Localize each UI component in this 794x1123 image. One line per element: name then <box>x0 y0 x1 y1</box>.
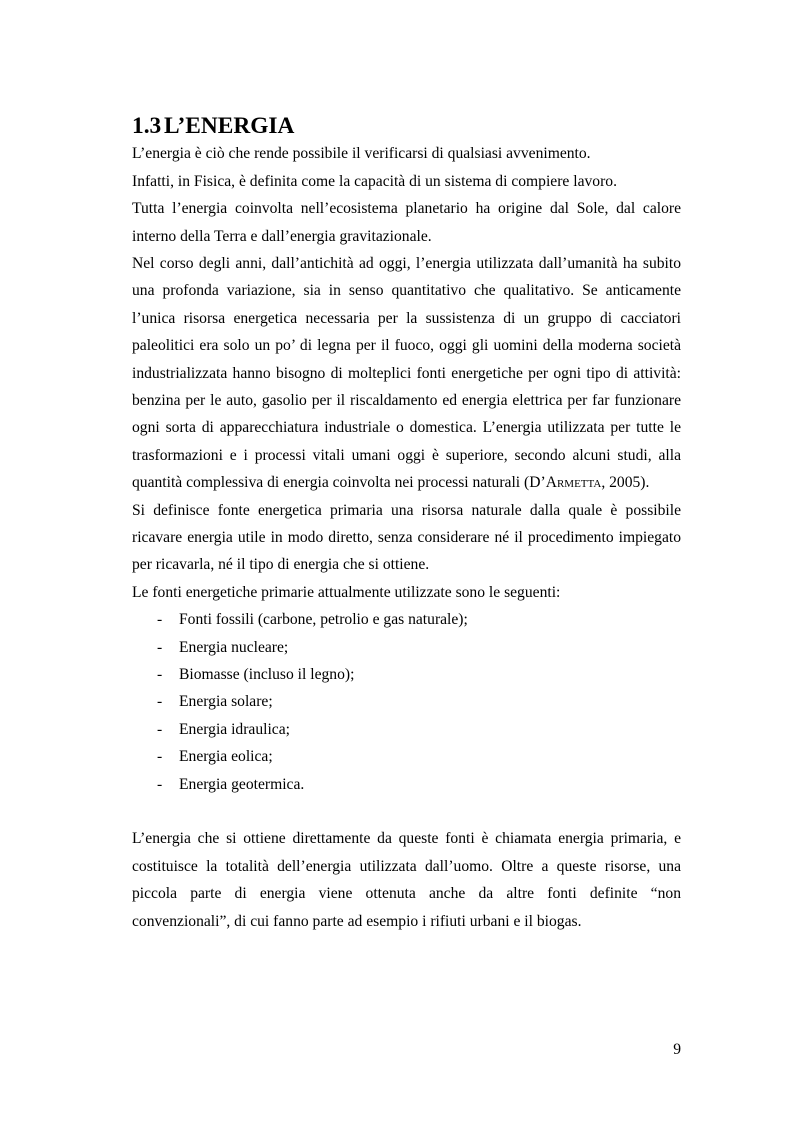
list-item-text: Energia solare; <box>179 693 273 711</box>
list-item <box>132 743 681 770</box>
paragraph-definition: L’energia è ciò che rende possibile il verificarsi di qualsiasi avvenimento. <box>132 145 591 163</box>
list-item-text: Biomasse (incluso il legno); <box>179 666 355 684</box>
list-item-text: Fonti fossili (carbone, petrolio e gas naturale); <box>179 611 468 629</box>
list-item <box>132 688 681 715</box>
list-marker: - <box>157 611 163 629</box>
list-item <box>132 716 681 743</box>
paragraph-list-intro: Le fonti energetiche primarie attualmente utilizzate sono le seguenti: <box>132 583 561 601</box>
section-heading <box>132 113 681 140</box>
list-marker: - <box>157 720 163 738</box>
page-number: 9 <box>673 1041 681 1058</box>
section-title: L’ENERGIA <box>164 113 295 139</box>
list-marker: - <box>157 775 163 793</box>
list-item <box>132 771 681 798</box>
energy-sources-list <box>132 606 681 798</box>
paragraph-history <box>132 250 681 497</box>
list-item-text: Energia eolica; <box>179 748 273 766</box>
citation-close: , 2005). <box>601 474 650 492</box>
paragraph-history-text: Nel corso degli anni, dall’antichità ad oggi, l’energia utilizzata dall’umanità ha subito una profonda variazione, sia in senso quantitativo che qualitativo. Se anticamente l’unica risorsa energetica necessaria per la sussistenza di un gruppo di cacciatori paleolitici era solo un po’ di legna per il fuoco, oggi gli uomini della moderna società industrializzata hanno bisogno di molteplici fonti energetiche per ogni tipo di attività: benzina per le auto, gasolio per il riscaldamento ed energia elettrica per far funzionare ogni sorta di apparecchiatura industriale o domestica. L’energia utilizzata per tutte le trasformazioni e i processi vitali umani oggi è superiore, secondo alcuni studi, alla quantità complessiva di energia coinvolta nei processi naturali <box>132 255 681 492</box>
list-marker: - <box>157 638 163 656</box>
list-item-text: Energia geotermica. <box>179 775 305 793</box>
section-number: 1.3 <box>132 113 162 139</box>
list-marker: - <box>157 693 163 711</box>
list-marker: - <box>157 748 163 766</box>
list-item-text: Energia nucleare; <box>179 638 289 656</box>
spacer <box>132 798 681 825</box>
list-marker: - <box>157 666 163 684</box>
paragraph-physics: Infatti, in Fisica, è definita come la capacità di un sistema di compiere lavoro. <box>132 172 617 190</box>
citation-open: (D’ <box>524 474 546 492</box>
list-item <box>132 634 681 661</box>
list-item <box>132 606 681 633</box>
citation <box>524 474 649 491</box>
list-item-text: Energia idraulica; <box>179 720 290 738</box>
paragraph-primary-energy: L’energia che si ottiene direttamente da queste fonti è chiamata energia primaria, e costituisce la totalità dell’energia utilizzata dall’uomo. Oltre a queste risorse, una piccola parte di energia viene ottenuta anche da altre fonti definite “non convenzionali”, di cui fanno parte ad esempio i rifiuti urbani e il biogas. <box>132 830 681 930</box>
paragraph-origin: Tutta l’energia coinvolta nell’ecosistema planetario ha origine dal Sole, dal calore interno della Terra e dall’energia gravitazionale. <box>132 200 681 245</box>
citation-author: Armetta <box>545 474 602 492</box>
list-item <box>132 661 681 688</box>
page-content <box>132 113 681 935</box>
paragraph-primary-source: Si definisce fonte energetica primaria una risorsa naturale dalla quale è possibile ricavare energia utile in modo diretto, senza considerare né il procedimento impiegato per ricavarla, né il tipo di energia che si ottiene. <box>132 501 681 574</box>
